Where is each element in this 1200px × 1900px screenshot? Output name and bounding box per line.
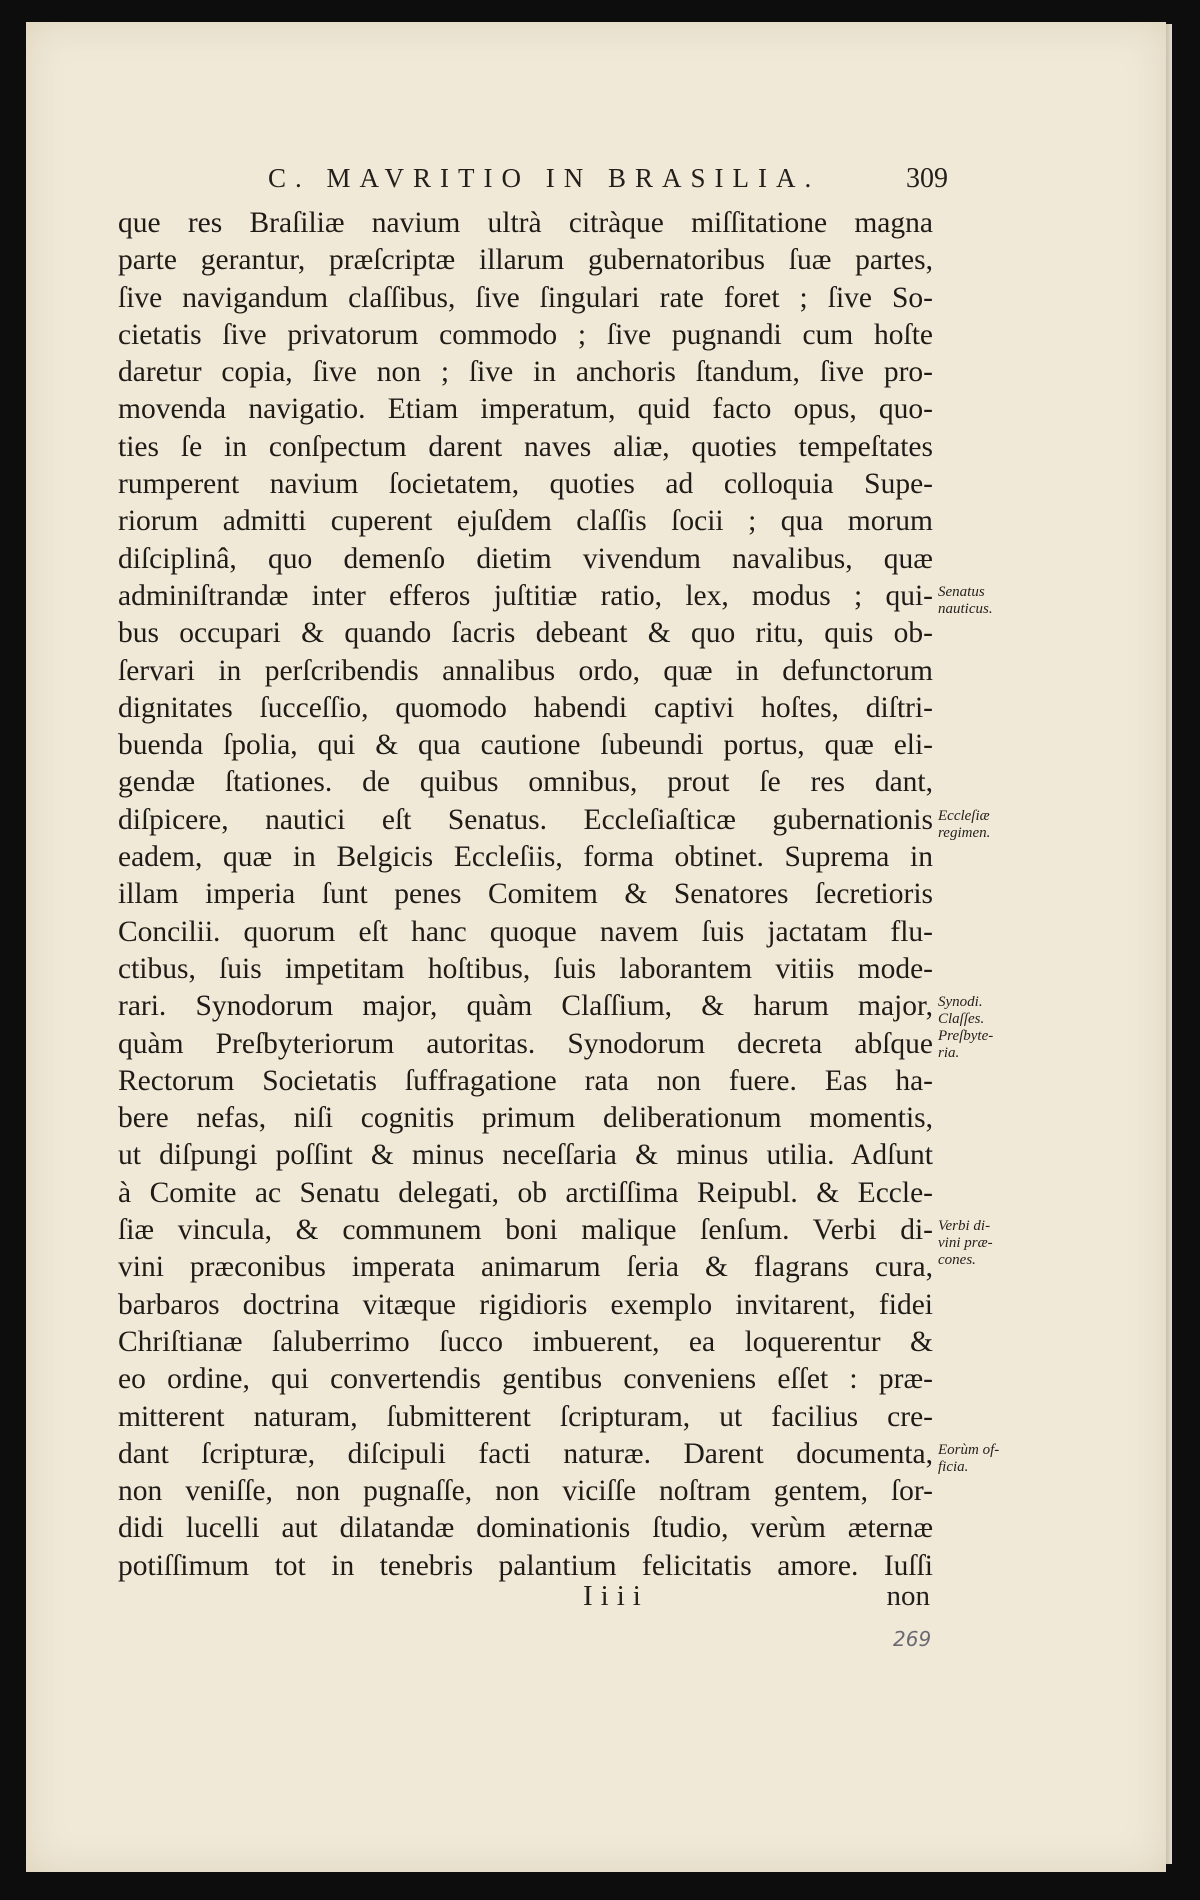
margin-note-line: Synodi.: [938, 994, 983, 1011]
text-line: à Comite ac Senatu delegati, ob arctiſſima Reipubl. & Eccle-: [118, 1176, 933, 1209]
text-line: eadem, quæ in Belgicis Eccleſiis, forma obtinet. Suprema in: [118, 841, 933, 874]
text-line: eo ordine, qui convertendis gentibus conveniens eſſet : præ-: [118, 1363, 933, 1396]
margin-note-line: Eccleſiæ: [938, 807, 990, 824]
margin-note-line: cones.: [938, 1252, 976, 1269]
handwritten-number: 269: [893, 1627, 932, 1651]
text-line: ſive navigandum claſſibus, ſive ſingulari rate foret ; ſive So-: [118, 281, 933, 314]
text-line: Chriſtianæ ſaluberrimo ſucco imbuerent, ea loquerentur &: [118, 1325, 933, 1358]
text-line: parte gerantur, præſcriptæ illarum gubernatoribus ſuæ partes,: [118, 244, 933, 277]
text-line: didi lucelli aut dilatandæ dominationis ſtudio, verùm æternæ: [118, 1512, 933, 1545]
margin-note-line: ficia.: [938, 1458, 969, 1475]
text-line: bus occupari & quando ſacris debeant & quo ritu, quis ob-: [118, 617, 933, 650]
text-line: diſciplinâ, quo demenſo dietim vivendum navalibus, quæ: [118, 542, 933, 575]
catchword: non: [886, 1580, 930, 1612]
text-line: ut diſpungi poſſint & minus neceſſaria & minus utilia. Adſunt: [118, 1139, 933, 1172]
text-line: ties ſe in conſpectum darent naves aliæ, quoties tempeſtates: [118, 430, 933, 463]
signature-mark: Iiii: [583, 1580, 649, 1612]
text-line: dignitates ſucceſſio, quomodo habendi captivi hoſtes, diſtri-: [118, 691, 933, 724]
text-line: illam imperia ſunt penes Comitem & Senatores ſecretioris: [118, 878, 933, 911]
text-line: movenda navigatio. Etiam imperatum, quid facto opus, quo-: [118, 393, 933, 426]
text-line: potiſſimum tot in tenebris palantium felicitatis amore. Iuſſi: [118, 1549, 933, 1582]
margin-note-line: Senatus: [938, 584, 985, 600]
margin-note-line: ria.: [938, 1045, 960, 1062]
text-line: non veniſſe, non pugnaſſe, non viciſſe noſtram gentem, ſor-: [118, 1475, 933, 1508]
text-line: quàm Preſbyteriorum autoritas. Synodorum decreta abſque: [118, 1027, 933, 1060]
text-line: adminiſtrandæ inter efferos juſtitiæ ratio, lex, modus ; qui-: [118, 579, 933, 612]
margin-note-senatus-nauticus: [938, 584, 1018, 618]
body-text: [118, 205, 933, 1585]
text-line: barbaros doctrina vitæque rigidioris exemplo invitarent, fidei: [118, 1288, 933, 1321]
text-line: dant ſcripturæ, diſcipuli facti naturæ. Darent documenta,: [118, 1437, 933, 1470]
text-line: daretur copia, ſive non ; ſive in anchoris ſtandum, ſive pro-: [118, 356, 933, 389]
running-title: C. MAVRITIO IN BRASILIA.: [268, 163, 821, 193]
margin-note-line: Verbi di-: [938, 1218, 991, 1235]
text-line: ſervari in perſcribendis annalibus ordo, quæ in defunctorum: [118, 654, 933, 687]
margin-note-verbi-divini-praecones: [938, 1218, 1018, 1269]
text-line: que res Braſiliæ navium ultrà citràque miſſitatione magna: [118, 207, 933, 239]
margin-note-eorum-officia: [938, 1442, 1018, 1476]
margin-note-line: Preſbyte-: [938, 1028, 994, 1045]
text-line: ctibus, ſuis impetitam hoſtibus, ſuis laborantem vitiis mode-: [118, 952, 933, 985]
margin-note-ecclesiae-regimen: [938, 808, 1018, 842]
text-line: ſiæ vincula, & communem boni malique ſenſum. Verbi di-: [118, 1214, 933, 1247]
margin-note-synodi-classes: [938, 994, 1018, 1062]
margin-note-line: vini præ-: [938, 1235, 993, 1252]
text-line: rumperent navium ſocietatem, quoties ad colloquia Supe-: [118, 468, 933, 501]
margin-note-line: Eorùm of-: [938, 1441, 1000, 1458]
text-line: gendæ ſtationes. de quibus omnibus, prout ſe res dant,: [118, 766, 933, 799]
page-footer: [118, 1580, 930, 1616]
text-line: riorum admitti cuperent ejuſdem claſſis ſocii ; qua morum: [118, 505, 933, 538]
margin-note-line: Claſſes.: [938, 1011, 985, 1028]
text-line: vini præconibus imperata animarum ſeria & flagrans cura,: [118, 1251, 933, 1284]
text-line: bere nefas, niſi cognitis primum deliberationum momentis,: [118, 1102, 933, 1135]
text-line: Rectorum Societatis ſuffragatione rata non fuere. Eas ha-: [118, 1064, 933, 1097]
text-line: diſpicere, nautici eſt Senatus. Eccleſiaſticæ gubernationis: [118, 803, 933, 836]
margin-note-line: regimen.: [938, 824, 991, 841]
text-line: rari. Synodorum major, quàm Claſſium, & harum major,: [118, 990, 933, 1023]
text-line: mitterent naturam, ſubmitterent ſcripturam, ut facilius cre-: [118, 1400, 933, 1433]
text-line: Concilii. quorum eſt hanc quoque navem ſuis jactatam flu-: [118, 915, 933, 948]
page-number: 309: [906, 163, 948, 194]
text-line: cietatis ſive privatorum commodo ; ſive pugnandi cum hoſte: [118, 318, 933, 351]
margin-note-line: nauticus.: [938, 601, 993, 617]
running-head: [118, 163, 948, 203]
text-line: buenda ſpolia, qui & qua cautione ſubeundi portus, quæ eli-: [118, 729, 933, 762]
